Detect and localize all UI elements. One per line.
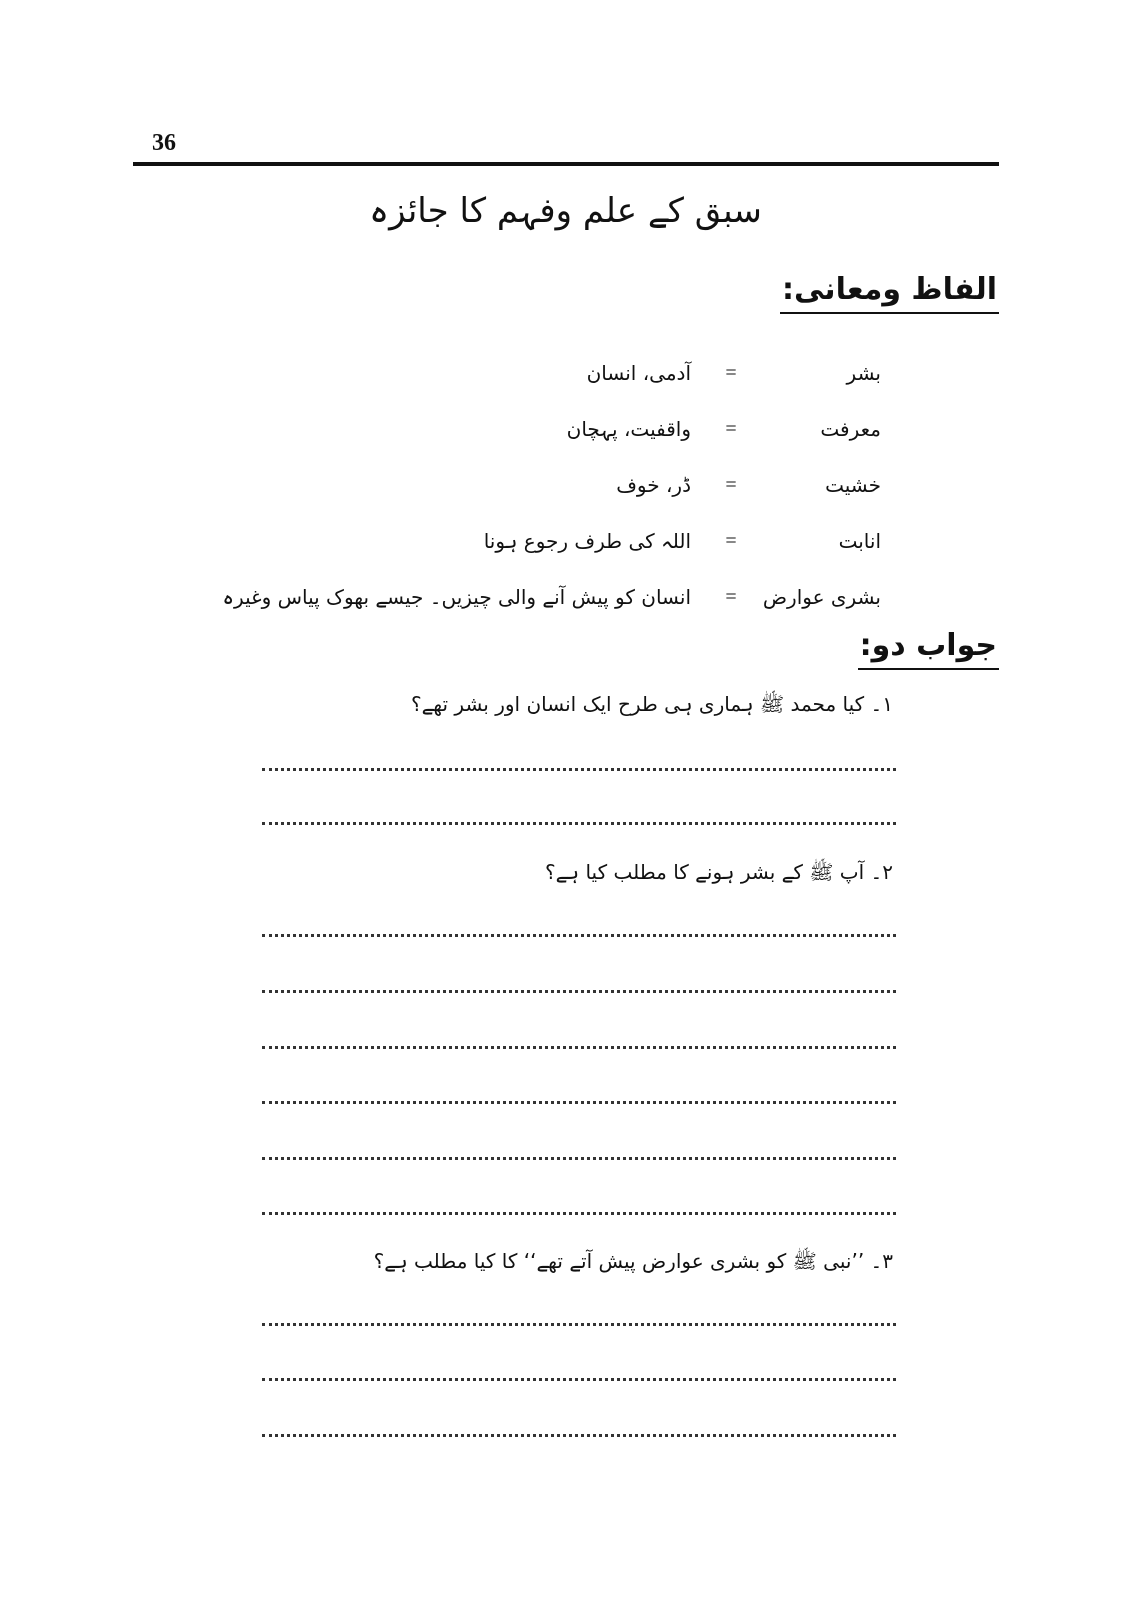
equals-sign: = <box>725 417 737 440</box>
vocab-meaning: ڈر، خوف <box>616 473 691 497</box>
answer-line[interactable] <box>262 822 896 825</box>
question-2: ۲۔ آپ ﷺ کے بشر ہونے کا مطلب کیا ہے؟ <box>545 860 893 884</box>
vocabulary-table <box>222 345 881 625</box>
answer-line[interactable] <box>262 1101 896 1104</box>
vocab-row <box>222 513 881 569</box>
vocab-meaning: اللہ کی طرف رجوع ہونا <box>483 529 691 553</box>
equals-sign: = <box>725 529 737 552</box>
vocab-term: بشر <box>846 361 881 385</box>
answer-heading: جواب دو: <box>858 628 999 670</box>
vocab-row <box>222 569 881 625</box>
vocab-row <box>222 457 881 513</box>
vocab-term: معرفت <box>820 417 881 441</box>
question-3: ۳۔ ’’نبی ﷺ کو بشری عوارض پیش آتے تھے‘‘ کا کیا مطلب ہے؟ <box>373 1249 893 1273</box>
equals-sign: = <box>725 585 737 608</box>
answer-line[interactable] <box>262 768 896 771</box>
vocab-meaning: انسان کو پیش آنے والی چیزیں۔ جیسے بھوک پیاس وغیرہ <box>222 585 691 609</box>
vocab-row <box>222 345 881 401</box>
page-title: سبق کے علم وفہم کا جائزہ <box>369 191 762 231</box>
vocabulary-heading: الفاظ ومعانی: <box>780 272 999 314</box>
page-number: 36 <box>152 130 176 156</box>
answer-line[interactable] <box>262 1212 896 1215</box>
answer-line[interactable] <box>262 1046 896 1049</box>
answer-line[interactable] <box>262 934 896 937</box>
vocab-row <box>222 401 881 457</box>
header-rule <box>133 162 999 166</box>
answer-line[interactable] <box>262 1323 896 1326</box>
vocab-meaning: واقفیت، پہچان <box>566 417 691 441</box>
equals-sign: = <box>725 473 737 496</box>
answer-line[interactable] <box>262 1378 896 1381</box>
vocab-meaning: آدمی، انسان <box>586 361 691 385</box>
vocab-term: خشیت <box>825 473 881 497</box>
vocab-term: انابت <box>838 529 881 553</box>
question-1: ۱۔ کیا محمد ﷺ ہماری ہی طرح ایک انسان اور بشر تھے؟ <box>410 692 893 716</box>
answer-line[interactable] <box>262 990 896 993</box>
equals-sign: = <box>725 361 737 384</box>
vocab-term: بشری عوارض <box>762 585 881 609</box>
answer-line[interactable] <box>262 1434 896 1437</box>
answer-line[interactable] <box>262 1157 896 1160</box>
